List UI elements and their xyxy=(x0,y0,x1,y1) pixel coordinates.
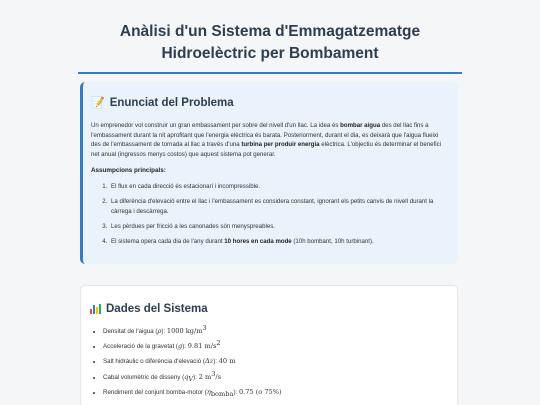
data-card xyxy=(80,285,458,405)
intro-text-2: des del llac fins a l'embassament durant la nit aprofitant que l'energia elèctrica és barata. Posteriorment, durant el dia, es deixarà que l'aigua flueixi des de l'embassament de tornada al llac a través d'una xyxy=(91,122,439,149)
assumption4-text-1: El sistema opera cada dia de l'any durant xyxy=(111,238,225,246)
efficiency-label: Rendiment del conjunt bomba-motor ( xyxy=(103,388,207,396)
flow-exp: 3 xyxy=(211,369,216,378)
flow-unit-tail: /s xyxy=(215,372,222,381)
problem-heading xyxy=(91,96,448,109)
gravity-value: 9.81 m/s xyxy=(187,342,217,351)
problem-card xyxy=(80,82,458,264)
efficiency-symbol: η xyxy=(206,387,211,396)
efficiency-sub: bomba xyxy=(210,389,234,398)
assumption-item: 3. Les pèrdues per fricció a les canonades són menyspreables. xyxy=(109,222,448,232)
density-exp: 3 xyxy=(202,323,207,332)
gravity-exp: 2 xyxy=(216,339,221,348)
density-sep: ): xyxy=(161,328,167,335)
head-label: Salt hidràulic o diferència d'elevació ( xyxy=(103,358,205,366)
bar-chart-icon xyxy=(90,304,101,314)
efficiency-sep: ): xyxy=(233,388,239,396)
data-item-gravity xyxy=(103,339,445,351)
problem-intro xyxy=(91,121,448,159)
gravity-sep: ): xyxy=(182,343,188,351)
title-underline xyxy=(78,72,462,74)
assumption4-text-2: (10h bombant, 10h turbinant). xyxy=(291,238,374,246)
density-value: 1000 kg/m xyxy=(166,327,203,335)
head-value: 40 m xyxy=(218,357,236,366)
memo-icon: 📝 xyxy=(91,97,105,109)
data-heading xyxy=(90,303,445,315)
data-heading-text: Dades del Sistema xyxy=(106,303,208,315)
intro-text-3: elèctrica. L'objectiu és determinar el benefici net anual (ingressos menys costos) que aquest sistema pot generar. xyxy=(91,141,441,158)
efficiency-value: 0.75 (o 75%) xyxy=(238,387,282,396)
assumptions-heading: Assumpcions principals: xyxy=(91,167,166,175)
data-list xyxy=(90,323,445,398)
data-item-efficiency xyxy=(103,388,445,397)
head-symbol: Δz xyxy=(204,357,214,366)
density-label: Densitat de l'aigua ( xyxy=(103,328,158,335)
assumption-item: 1. El flux en cada direcció és estacionari i incompressible. xyxy=(109,182,448,192)
page-title: Anàlisi d'un Sistema d'Emmagatzematge Hidroelèctric per Bombament xyxy=(119,23,421,62)
density-symbol: ρ xyxy=(157,327,162,335)
data-item-density xyxy=(103,323,445,336)
head-sep: ): xyxy=(213,358,219,366)
assumption-item: 2. La diferència d'elevació entre el llac i l'embassament es considera constant, ignorant els petits canvis de nivell durant la càrrega i descàrrega. xyxy=(109,197,448,216)
data-item-flow xyxy=(103,369,445,383)
flow-label: Cabal volumètric de disseny ( xyxy=(103,373,185,381)
gravity-symbol: g xyxy=(177,342,183,351)
flow-sep: ): xyxy=(193,373,199,381)
flow-sub: V xyxy=(188,374,194,383)
flow-value: 2 m xyxy=(198,372,212,381)
intro-bold-2: turbina per produir energia xyxy=(241,141,320,149)
assumption4-bold: 10 hores en cada mode xyxy=(224,238,292,246)
assumption-item xyxy=(109,237,448,247)
assumptions-list xyxy=(91,182,448,246)
data-item-head xyxy=(103,357,445,366)
problem-heading-text: Enunciat del Problema xyxy=(109,96,234,109)
intro-bold-1: bombar aigua xyxy=(340,122,381,129)
flow-symbol: q xyxy=(184,372,189,381)
intro-text-1: Un emprenedor vol construir un gran embassament per sobre del nivell d'un llac. La idea és xyxy=(91,122,341,129)
gravity-label: Acceleració de la gravetat ( xyxy=(103,343,178,351)
